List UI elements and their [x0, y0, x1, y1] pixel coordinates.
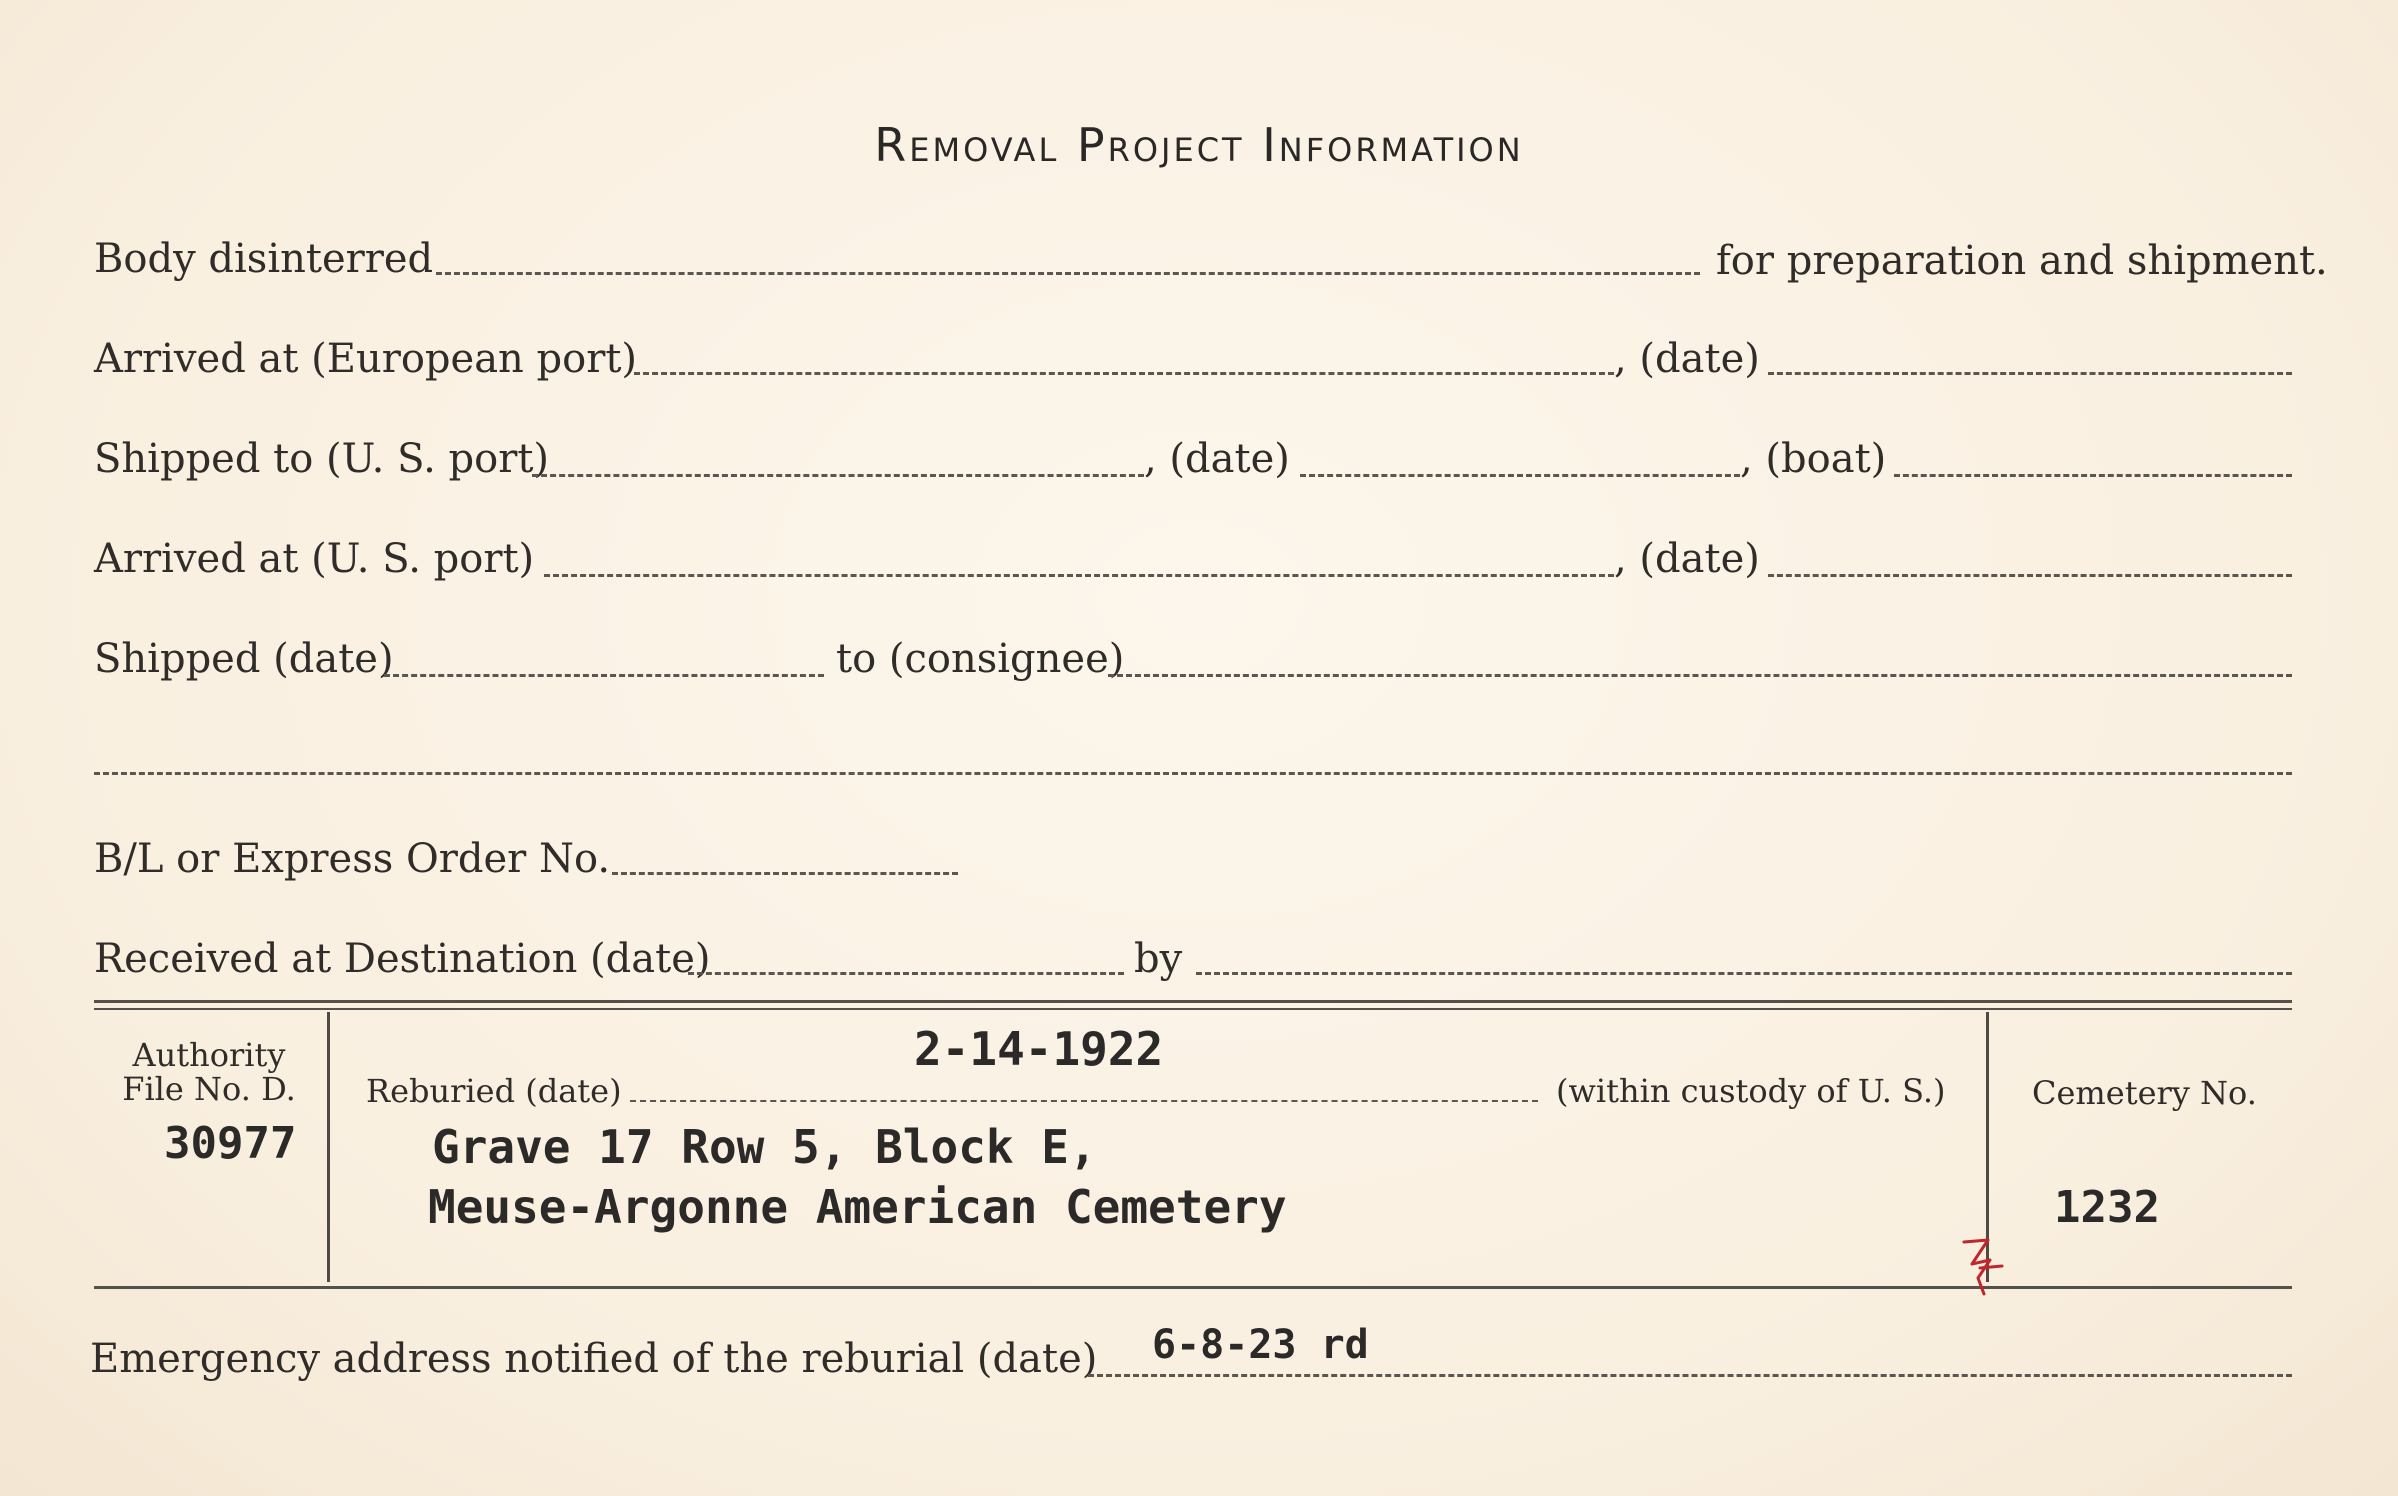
arrived-us-port-label: Arrived at (U. S. port): [94, 536, 535, 582]
shipped-us-date-label: , (date): [1144, 436, 1290, 482]
arrived-european-date-label: , (date): [1614, 336, 1760, 382]
bl-order-label: B/L or Express Order No.: [94, 836, 611, 882]
grave-location: Grave 17 Row 5, Block E,: [432, 1120, 1097, 1174]
page-title: Removal Project Information: [874, 118, 1524, 172]
received-date-field: [688, 972, 1124, 975]
cemetery-no-label: Cemetery No.: [2032, 1074, 2257, 1112]
box-top-rule: [94, 1000, 2292, 1003]
shipped-us-boat-field: [1894, 474, 2292, 477]
consignee-field: [1108, 674, 2292, 677]
received-by-label: by: [1134, 936, 1183, 982]
body-disinterred-field: [436, 272, 1700, 275]
red-check-mark-icon: [1958, 1230, 2008, 1300]
shipment-suffix-label: for preparation and shipment.: [1716, 238, 2328, 284]
cemetery-number: 1232: [2054, 1182, 2160, 1233]
consignee-label: to (consignee): [836, 636, 1125, 682]
arrived-european-label: Arrived at (European port): [94, 336, 638, 382]
shipped-us-port-label: Shipped to (U. S. port): [94, 436, 549, 482]
file-number: 30977: [164, 1118, 297, 1169]
shipped-us-port-field: [532, 474, 1144, 477]
bl-order-field: [612, 872, 958, 875]
file-no-label: File No. D.: [122, 1070, 296, 1108]
shipped-date-label: Shipped (date): [94, 636, 394, 682]
custody-label: (within custody of U. S.): [1556, 1072, 1946, 1110]
received-by-field: [1196, 972, 2292, 975]
shipped-us-date-field: [1300, 474, 1740, 477]
cemetery-name: Meuse-Argonne American Cemetery: [428, 1180, 1287, 1234]
reburied-date-field: [630, 1100, 1538, 1102]
arrived-european-date-field: [1768, 372, 2292, 375]
arrived-european-port-field: [634, 372, 1614, 375]
box-top-rule-inner: [94, 1008, 2292, 1010]
shipped-date-field: [384, 674, 824, 677]
consignee-continuation-field: [94, 772, 2292, 775]
reburied-date: 2-14-1922: [914, 1022, 1164, 1076]
emergency-address-label: Emergency address notified of the reburial (date): [90, 1336, 1098, 1382]
shipped-us-boat-label: , (boat): [1740, 436, 1887, 482]
box-divider-left: [327, 1012, 330, 1282]
body-disinterred-label: Body disinterred: [94, 236, 434, 282]
arrived-us-port-field: [544, 574, 1614, 577]
reburied-date-label: Reburied (date): [366, 1072, 622, 1110]
authority-label: Authority: [132, 1036, 286, 1074]
emergency-date-field: [1088, 1374, 2292, 1377]
received-date-label: Received at Destination (date): [94, 936, 711, 982]
arrived-us-date-field: [1768, 574, 2292, 577]
arrived-us-date-label: , (date): [1614, 536, 1760, 582]
emergency-date-value: 6-8-23 rd: [1152, 1322, 1369, 1368]
